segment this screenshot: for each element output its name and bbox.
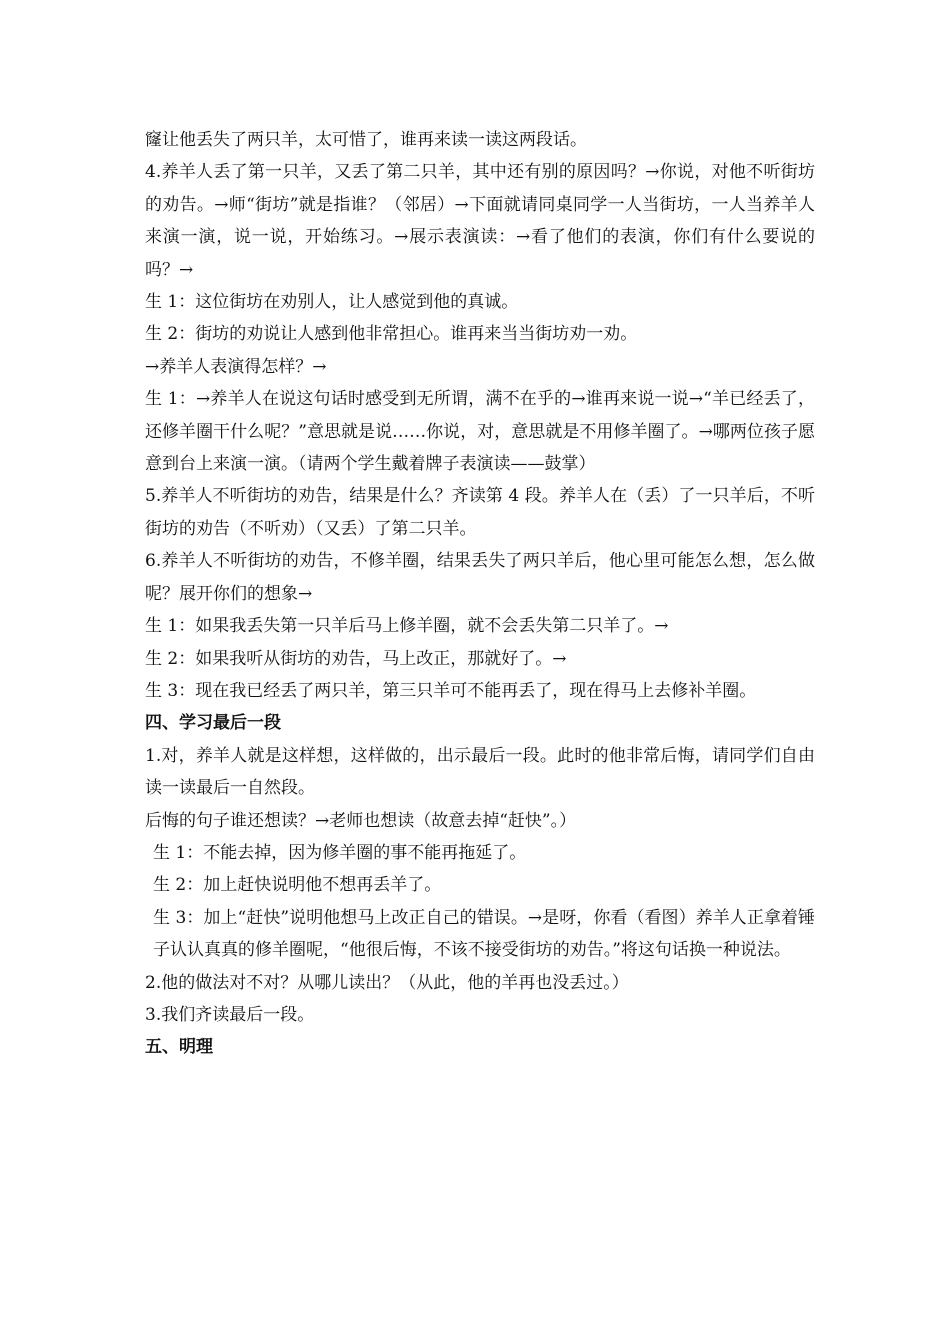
section-heading-5: 五、明理 [145,1037,213,1058]
section-heading-4: 四、学习最后一段 [145,713,281,734]
teacher-prompt: →养羊人表演得怎样？→ [145,356,327,377]
teacher-prompt: 后悔的句子谁还想读？→老师也想读（故意去掉“赶快”。） [145,810,577,831]
student-answer: 生 3：现在我已经丢了两只羊，第三只羊可不能再丢了，现在得马上去修补羊圈。 [145,680,757,701]
document-body [145,124,815,1064]
paragraph-step-2: 2.他的做法对不对？从哪儿读出？（从此，他的羊再也没丢过。） [145,972,629,993]
paragraph-step-6: 6.养羊人不听街坊的劝告，不修羊圈，结果丢失了两只羊后，他心里可能怎么想，怎么做呢？展开你们的想象→ [145,551,815,604]
student-answer: 生 3：加上“赶快”说明他想马上改正自己的错误。→是呀，你看（看图）养羊人正拿着锤子认认真真的修羊圈呢，“他很后悔，不该不接受街坊的劝告。”将这句话换一种说法。 [153,907,815,961]
paragraph-continuation: 窿让他丢失了两只羊，太可惜了，谁再来读一读这两段话。 [145,130,587,150]
student-answer: 生 1：不能去掉，因为修羊圈的事不能再拖延了。 [153,842,527,863]
student-answer: 生 2：如果我听从街坊的劝告，马上改正，那就好了。→ [145,648,567,669]
student-answer: 生 2：加上赶快说明他不想再丢羊了。 [153,875,442,896]
paragraph-step-3: 3.我们齐读最后一段。 [145,1004,315,1025]
student-answer: 生 1：→养羊人在说这句话时感受到无所谓，满不在乎的→谁再来说一说→“羊已经丢了，还修羊圈干什么呢？”意思就是说……你说，对，意思就是不用修羊圈了。→哪两位孩子愿意到台上来演一演。（请两个学生戴着牌子表演读——鼓掌） [145,389,815,475]
student-answer: 生 2：街坊的劝说让人感到他非常担心。谁再来当当街坊劝一劝。 [145,324,638,345]
student-answer: 生 1：这位街坊在劝别人，让人感觉到他的真诚。 [145,292,519,313]
paragraph-step-5: 5.养羊人不听街坊的劝告，结果是什么？齐读第 4 段。养羊人在（丢）了一只羊后，不听街坊的劝告（不听劝）（又丢）了第二只羊。 [145,486,815,539]
paragraph-step-4: 4.养羊人丢了第一只羊，又丢了第二只羊，其中还有别的原因吗？→你说，对他不听街坊的劝告。→师“街坊”就是指谁？（邻居）→下面就请同桌同学一人当街坊，一人当养羊人来演一演，说一说，开始练习。→展示表演读：→看了他们的表演，你们有什么要说的吗？→ [145,162,815,280]
student-answer: 生 1：如果我丢失第一只羊后马上修羊圈，就不会丢失第二只羊了。→ [145,616,669,637]
paragraph-step-1: 1.对，养羊人就是这样想，这样做的，出示最后一段。此时的他非常后悔，请同学们自由读一读最后一自然段。 [145,745,815,799]
